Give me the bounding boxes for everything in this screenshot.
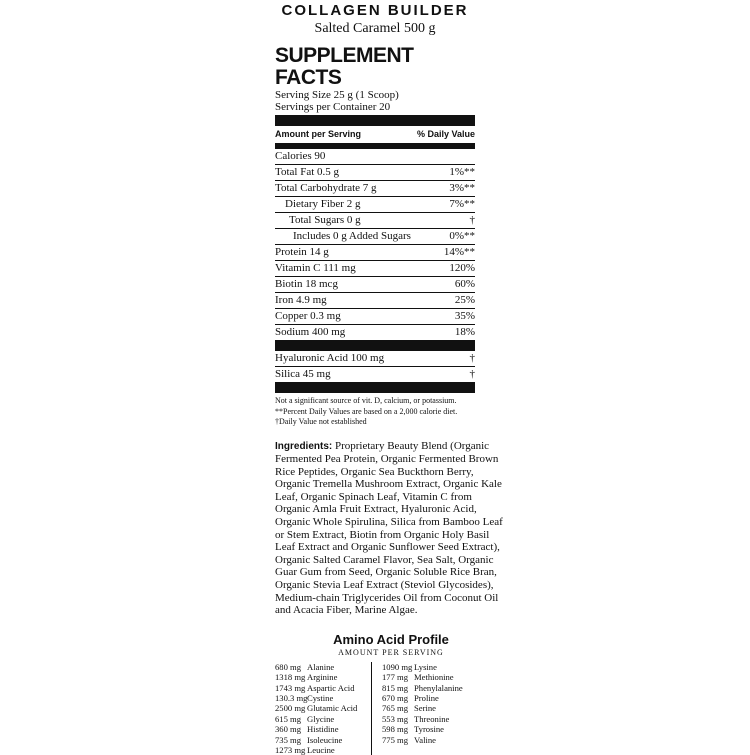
nutrient-rows [275,149,475,340]
nutrient-dv: † [469,368,475,380]
nutrient-dv: 14%** [443,246,475,258]
nutrient-dv: 3%** [449,182,475,194]
nutrient-name: Biotin 18 mcg [275,278,338,290]
amino-name: Valine [414,734,436,745]
nutrient-row [275,229,475,245]
amino-row [382,683,492,693]
amino-table [275,662,507,755]
amino-name: Proline [414,693,439,704]
amino-amount: 615 mg [275,713,302,724]
amino-row [275,724,371,734]
ingredients-label: Ingredients: [275,440,333,452]
amino-amount: 553 mg [382,713,409,724]
nutrient-name: Silica 45 mg [275,368,331,380]
amino-amount: 815 mg [382,682,409,693]
amino-amount: 765 mg [382,703,409,714]
nutrient-row [275,367,475,382]
nutrient-name: Vitamin C 111 mg [275,262,356,274]
header-daily-value: % Daily Value [416,129,475,139]
amino-row [275,693,371,703]
nutrient-dv: 1%** [449,166,475,178]
amino-amount: 360 mg [275,724,302,735]
amino-name: Serine [414,703,436,714]
amino-amount: 130.3 mg [275,693,308,704]
amino-row [275,714,371,724]
amino-name: Cystine [307,693,334,704]
amino-name: Phenylalanine [414,682,463,693]
nutrient-row [275,149,475,165]
nutrient-row [275,261,475,277]
nutrient-row [275,245,475,261]
amino-column-left [275,662,371,755]
footnotes [275,396,475,428]
nutrient-name: Hyaluronic Acid 100 mg [275,352,385,364]
amino-name: Arginine [307,672,338,683]
footnote: Not a significant source of vit. D, calcium, or potassium. [275,396,457,405]
amino-row [275,662,371,672]
nutrient-dv: 18% [454,326,475,338]
nutrient-name: Total Fat 0.5 g [275,166,340,178]
amino-row [275,745,371,755]
amino-row [275,683,371,693]
header-amount: Amount per Serving [275,129,362,139]
nutrient-name: Calories 90 [275,150,326,162]
amino-row [275,735,371,745]
amino-row [382,703,492,713]
nutrient-dv: 7%** [449,198,475,210]
amino-name: Tyrosine [414,724,444,735]
amino-name: Methionine [414,672,454,683]
amino-name: Aspartic Acid [307,682,355,693]
nutrient-name: Protein 14 g [275,246,329,258]
nutrient-dv: 35% [454,310,475,322]
amino-row [382,662,492,672]
amino-row [382,714,492,724]
amino-name: Lysine [414,661,437,672]
nutrient-row [275,309,475,325]
facts-title: SUPPLEMENT FACTS [275,44,414,89]
serving-size: Serving Size 25 g (1 Scoop) [275,89,399,101]
nutrient-row [275,181,475,197]
amino-amount: 1318 mg [275,672,306,683]
nutrient-row [275,351,475,367]
divider-thick [275,115,475,126]
amino-row [275,672,371,682]
nutrient-row [275,293,475,309]
facts-header [275,126,475,144]
nutrient-dv: 0%** [449,230,475,242]
amino-row [382,693,492,703]
nutrient-name: Total Sugars 0 g [289,214,361,226]
amino-row [382,672,492,682]
nutrient-name: Includes 0 g Added Sugars [293,230,411,242]
ingredients [275,440,507,617]
nutrient-row [275,197,475,213]
amino-amount: 735 mg [275,734,302,745]
nutrient-row [275,213,475,229]
nutrient-dv: 60% [454,278,475,290]
nutrient-dv: 25% [454,294,475,306]
amino-amount: 1273 mg [275,745,306,755]
amino-amount: 2500 mg [275,703,306,714]
amino-amount: 680 mg [275,661,302,672]
product-name: COLLAGEN BUILDER [281,2,469,19]
divider-thick [275,382,475,393]
amino-column-right [371,662,492,755]
nutrient-dv: 120% [449,262,475,274]
amino-amount: 670 mg [382,693,409,704]
nutrient-row [275,325,475,340]
nutrient-name: Total Carbohydrate 7 g [275,182,377,194]
amino-name: Histidine [307,724,339,735]
divider-thick [275,340,475,351]
amino-name: Leucine [307,745,335,755]
nutrient-name: Dietary Fiber 2 g [285,198,361,210]
nutrient-dv: † [469,214,475,226]
amino-name: Glutamic Acid [307,703,358,714]
label-panel [275,0,503,755]
amino-amount: 1090 mg [382,661,413,672]
footnote: **Percent Daily Values are based on a 2,000 calorie diet. [275,406,458,416]
amino-subtitle: AMOUNT PER SERVING [338,647,444,657]
amino-name: Glycine [307,713,335,724]
amino-row [275,703,371,713]
amino-amount: 775 mg [382,734,409,745]
amino-name: Alanine [307,661,335,672]
amino-amount: 598 mg [382,724,409,735]
servings-per-container: Servings per Container 20 [275,101,391,113]
amino-name: Isoleucine [307,734,343,745]
nutrient-name: Sodium 400 mg [275,326,346,338]
amino-amount: 1743 mg [275,682,306,693]
product-flavor: Salted Caramel 500 g [314,21,436,36]
amino-title: Amino Acid Profile [333,631,449,647]
nutrient-name: Copper 0.3 mg [275,310,341,322]
nutrient-name: Iron 4.9 mg [275,294,327,306]
amino-name: Threonine [414,713,450,724]
nutrient-row [275,277,475,293]
ingredients-text: Proprietary Beauty Blend (Organic Fermented Pea Protein, Organic Fermented Brown Rice Peptides, Organic Sea Buckthorn Berry, Organic Tremella Mushroom Extract, Organic Kale Leaf, Organic Spinach Leaf, Vitamin C from Organic Amla Fruit Extract, Hyaluronic Acid, Organic Whole Spirulina, Silica from Bamboo Leaf or Stem Extract, Biotin from Organic Holy Basil Leaf Extract and Organic Sunflower Seed Extract), Organic Salted Caramel Flavor, Sea Salt, Organic Guar Gum from Seed, Organic Soluble Rice Bran, Organic Stevia Leaf Extract (Steviol Glycosides), Medium-chain Triglycerides Oil from Coconut Oil and Acacia Fiber, Marine Algae. [275,439,503,617]
nutrient-dv: † [469,352,475,364]
nutrient-row [275,165,475,181]
amino-row [382,724,492,734]
amino-row [382,735,492,745]
amino-amount: 177 mg [382,672,409,683]
footnote: †Daily Value not established [275,417,367,426]
